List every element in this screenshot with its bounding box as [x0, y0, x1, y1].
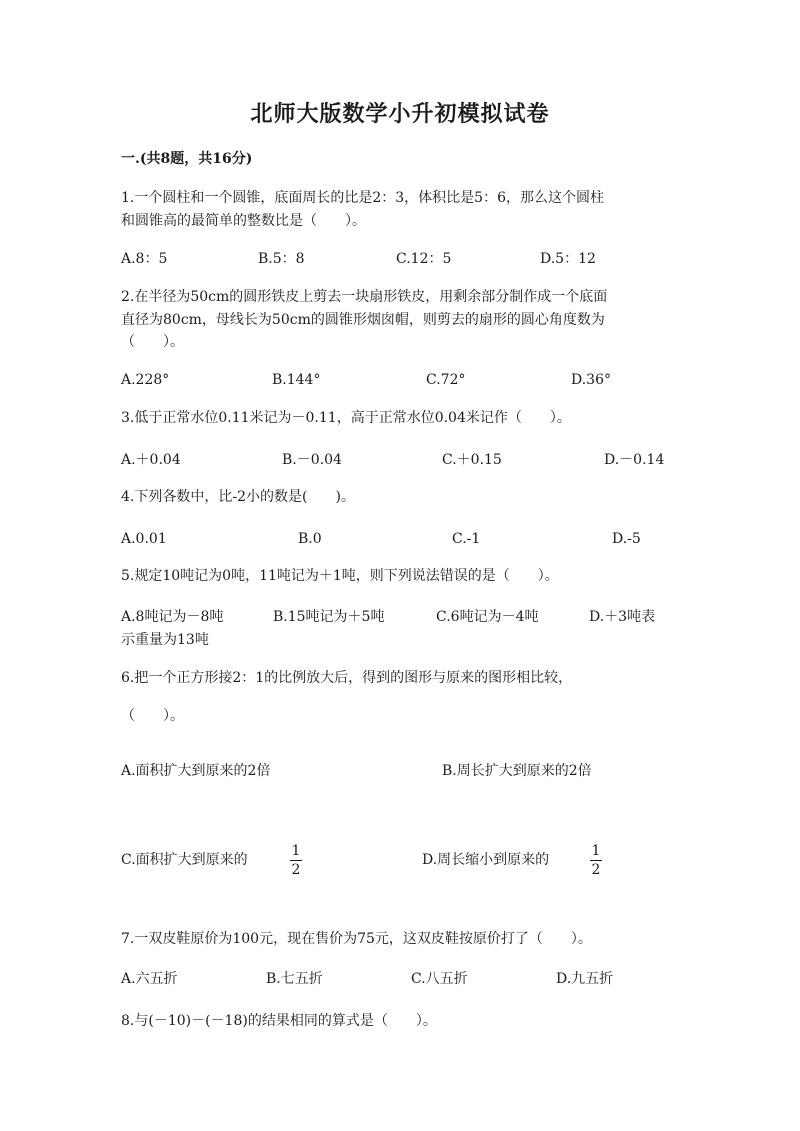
question-3-option-d: D.－0.14: [604, 452, 665, 468]
question-7-option-a: A.六五折: [121, 971, 178, 987]
question-6-option-b: B.周长扩大到原来的2倍: [442, 763, 592, 779]
question-2-line-1: 2.在半径为50cm的圆形铁皮上剪去一块扇形铁皮，用剩余部分制作成一个底面: [121, 289, 608, 305]
question-3-option-b: B.－0.04: [282, 452, 342, 468]
fraction-denominator: 2: [291, 862, 301, 878]
question-6-option-d-fraction: [588, 843, 604, 878]
question-4-option-c: C.-1: [452, 531, 481, 547]
question-6-option-d: D.周长缩小到原来的: [422, 852, 550, 868]
page-title: 北师大版数学小升初模拟试卷: [250, 101, 550, 127]
question-2-option-c: C.72°: [426, 372, 466, 388]
question-1-line-2: 和圆锥高的最简单的整数比是（ ）。: [121, 213, 366, 229]
question-6-line-2: （ ）。: [121, 708, 184, 724]
question-5-option-c: C.6吨记为－4吨: [436, 609, 539, 625]
question-5-option-b: B.15吨记为＋5吨: [273, 609, 385, 625]
question-5-option-a: A.8吨记为－8吨: [121, 609, 224, 625]
question-5-option-d-continuation: 示重量为13吨: [121, 632, 209, 648]
question-6-option-c-fraction: [288, 843, 304, 878]
question-1-option-a: A.8：5: [121, 251, 168, 267]
question-1-option-d: D.5：12: [540, 251, 596, 267]
question-4-line-1: 4.下列各数中，比-2小的数是( )。: [121, 489, 355, 505]
fraction-numerator: 1: [591, 843, 601, 859]
question-6-line-1: 6.把一个正方形接2：1的比例放大后，得到的图形与原来的图形相比较，: [121, 670, 573, 686]
question-2-option-d: D.36°: [571, 372, 611, 388]
question-6-option-c: C.面积扩大到原来的: [121, 852, 248, 868]
question-7-option-b: B.七五折: [266, 971, 323, 987]
question-3-line-1: 3.低于正常水位0.11米记为－0.11，高于正常水位0.04米记作（ ）。: [121, 410, 571, 426]
question-6-option-a: A.面积扩大到原来的2倍: [121, 763, 271, 779]
question-1-line-1: 1.一个圆柱和一个圆锥，底面周长的比是2：3，体积比是5：6，那么这个圆柱: [121, 190, 604, 206]
question-2-option-b: B.144°: [272, 372, 321, 388]
question-4-option-a: A.0.01: [121, 531, 167, 547]
question-2-line-3: （ ）。: [121, 334, 184, 350]
question-4-option-d: D.-5: [612, 531, 641, 547]
fraction-bar: [290, 860, 302, 861]
question-1-option-c: C.12：5: [396, 251, 452, 267]
question-1-option-b: B.5：8: [258, 251, 305, 267]
question-8-line-1: 8.与(－10)－(－18)的结果相同的算式是（ ）。: [121, 1013, 437, 1029]
question-5-line-1: 5.规定10吨记为0吨，11吨记为＋1吨，则下列说法错误的是（ ）。: [121, 568, 559, 584]
fraction-denominator: 2: [591, 862, 601, 878]
question-2-option-a: A.228°: [121, 372, 170, 388]
question-4-option-b: B.0: [298, 531, 322, 547]
section-heading: 一.(共8题，共16分): [121, 151, 253, 167]
question-3-option-c: C.＋0.15: [442, 452, 502, 468]
question-7-option-d: D.九五折: [556, 971, 614, 987]
question-2-line-2: 直径为80cm，母线长为50cm的圆锥形烟囱帽，则剪去的扇形的圆心角度数为: [121, 312, 605, 328]
fraction-bar: [590, 860, 602, 861]
question-5-option-d: D.＋3吨表: [589, 609, 656, 625]
question-7-line-1: 7.一双皮鞋原价为100元，现在售价为75元，这双皮鞋按原价打了（ ）。: [121, 931, 592, 947]
question-3-option-a: A.＋0.04: [121, 452, 181, 468]
question-7-option-c: C.八五折: [411, 971, 468, 987]
fraction-numerator: 1: [291, 843, 301, 859]
